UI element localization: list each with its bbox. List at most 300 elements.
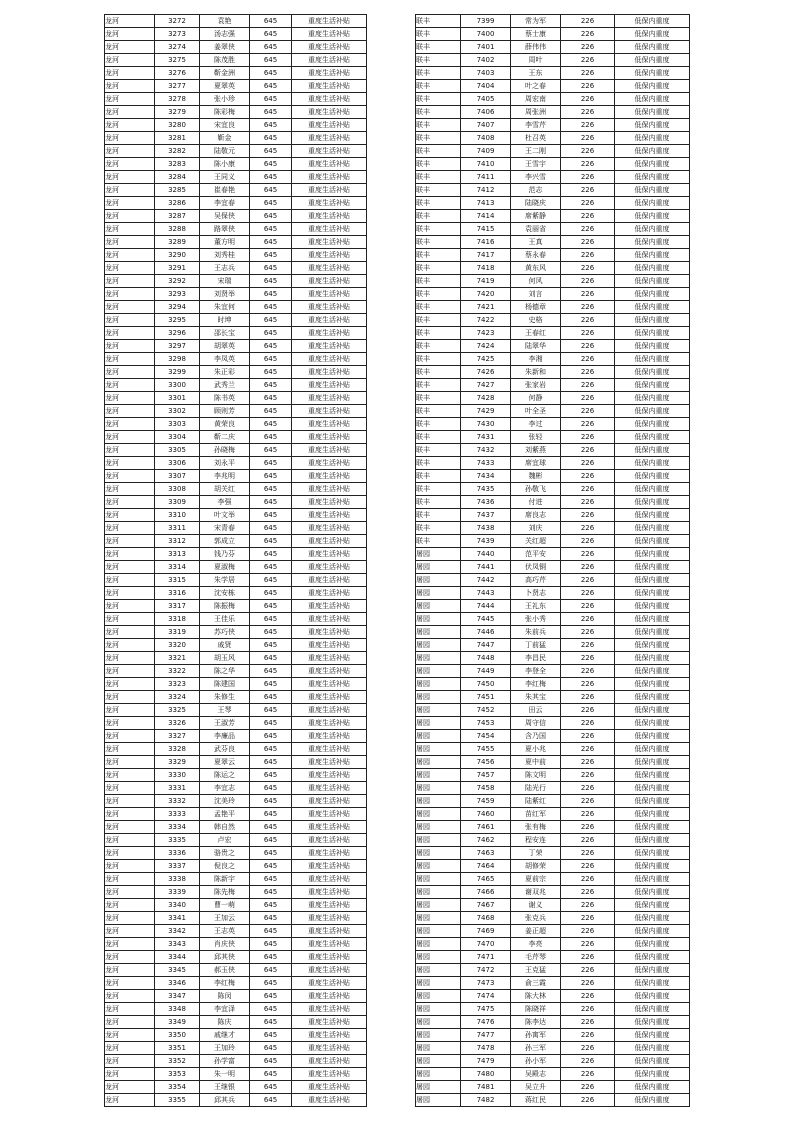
type-cell: 低保内重度	[615, 522, 690, 535]
name-cell: 朱修生	[200, 691, 250, 704]
number-cell: 3273	[155, 28, 200, 41]
amount-cell: 645	[250, 496, 292, 509]
type-cell: 低保内重度	[615, 28, 690, 41]
table-row	[416, 327, 690, 340]
table-row	[105, 93, 367, 106]
amount-cell: 645	[250, 210, 292, 223]
type-cell: 重度生活补贴	[292, 743, 367, 756]
area-cell: 联丰	[416, 444, 461, 457]
area-cell: 龙河	[105, 990, 155, 1003]
name-cell: 戚继才	[200, 1029, 250, 1042]
number-cell: 7441	[461, 561, 511, 574]
name-cell: 倪良之	[200, 860, 250, 873]
amount-cell: 226	[561, 314, 615, 327]
amount-cell: 645	[250, 509, 292, 522]
number-cell: 7399	[461, 15, 511, 28]
type-cell: 重度生活补贴	[292, 444, 367, 457]
name-cell: 何风	[511, 275, 561, 288]
number-cell: 3290	[155, 249, 200, 262]
name-cell: 薛伟伟	[511, 41, 561, 54]
table-row	[105, 652, 367, 665]
table-row	[105, 691, 367, 704]
area-cell: 龙河	[105, 574, 155, 587]
name-cell: 袁丽省	[511, 223, 561, 236]
number-cell: 7422	[461, 314, 511, 327]
area-cell: 联丰	[416, 210, 461, 223]
type-cell: 低保内重度	[615, 743, 690, 756]
area-cell: 龙河	[105, 886, 155, 899]
number-cell: 7442	[461, 574, 511, 587]
amount-cell: 645	[250, 1055, 292, 1068]
type-cell: 低保内重度	[615, 54, 690, 67]
amount-cell: 645	[250, 678, 292, 691]
amount-cell: 226	[561, 964, 615, 977]
table-row	[105, 574, 367, 587]
area-cell: 联丰	[416, 405, 461, 418]
area-cell: 联丰	[416, 353, 461, 366]
name-cell: 陆敬元	[200, 145, 250, 158]
area-cell: 联丰	[416, 314, 461, 327]
table-row	[105, 730, 367, 743]
area-cell: 龙河	[105, 366, 155, 379]
table-row	[416, 444, 690, 457]
amount-cell: 645	[250, 119, 292, 132]
name-cell: 陈振梅	[200, 600, 250, 613]
name-cell: 卜贤志	[511, 587, 561, 600]
number-cell: 3276	[155, 67, 200, 80]
table-row	[105, 639, 367, 652]
type-cell: 低保内重度	[615, 847, 690, 860]
area-cell: 屠园	[416, 717, 461, 730]
table-row	[416, 431, 690, 444]
amount-cell: 645	[250, 847, 292, 860]
table-row	[416, 847, 690, 860]
amount-cell: 226	[561, 1094, 615, 1107]
table-row	[105, 587, 367, 600]
table-row	[416, 574, 690, 587]
name-cell: 王琴	[200, 704, 250, 717]
type-cell: 重度生活补贴	[292, 704, 367, 717]
number-cell: 3279	[155, 106, 200, 119]
type-cell: 低保内重度	[615, 340, 690, 353]
type-cell: 低保内重度	[615, 236, 690, 249]
type-cell: 低保内重度	[615, 496, 690, 509]
area-cell: 龙河	[105, 288, 155, 301]
right-table	[415, 14, 690, 1107]
table-row	[105, 522, 367, 535]
name-cell: 朱新和	[511, 366, 561, 379]
table-row	[105, 275, 367, 288]
area-cell: 联丰	[416, 340, 461, 353]
table-row	[416, 600, 690, 613]
name-cell: 李登全	[511, 665, 561, 678]
type-cell: 重度生活补贴	[292, 717, 367, 730]
type-cell: 重度生活补贴	[292, 67, 367, 80]
table-row	[105, 249, 367, 262]
area-cell: 联丰	[416, 67, 461, 80]
area-cell: 龙河	[105, 1003, 155, 1016]
table-row	[416, 626, 690, 639]
amount-cell: 645	[250, 977, 292, 990]
table-row	[416, 548, 690, 561]
type-cell: 低保内重度	[615, 106, 690, 119]
area-cell: 龙河	[105, 535, 155, 548]
name-cell: 李凤英	[200, 353, 250, 366]
name-cell: 邵长宝	[200, 327, 250, 340]
amount-cell: 645	[250, 626, 292, 639]
number-cell: 7438	[461, 522, 511, 535]
area-cell: 联丰	[416, 158, 461, 171]
type-cell: 低保内重度	[615, 886, 690, 899]
number-cell: 3342	[155, 925, 200, 938]
area-cell: 屠园	[416, 912, 461, 925]
table-row	[105, 743, 367, 756]
amount-cell: 226	[561, 496, 615, 509]
area-cell: 龙河	[105, 301, 155, 314]
area-cell: 龙河	[105, 561, 155, 574]
area-cell: 屠园	[416, 782, 461, 795]
type-cell: 低保内重度	[615, 782, 690, 795]
type-cell: 低保内重度	[615, 314, 690, 327]
type-cell: 重度生活补贴	[292, 691, 367, 704]
table-row	[105, 1068, 367, 1081]
number-cell: 7428	[461, 392, 511, 405]
amount-cell: 645	[250, 756, 292, 769]
type-cell: 重度生活补贴	[292, 197, 367, 210]
number-cell: 7403	[461, 67, 511, 80]
name-cell: 刘言	[511, 288, 561, 301]
area-cell: 龙河	[105, 275, 155, 288]
amount-cell: 645	[250, 470, 292, 483]
number-cell: 7424	[461, 340, 511, 353]
type-cell: 低保内重度	[615, 249, 690, 262]
name-cell: 何静	[511, 392, 561, 405]
type-cell: 低保内重度	[615, 704, 690, 717]
number-cell: 7473	[461, 977, 511, 990]
type-cell: 重度生活补贴	[292, 28, 367, 41]
number-cell: 3280	[155, 119, 200, 132]
type-cell: 重度生活补贴	[292, 977, 367, 990]
table-row	[105, 444, 367, 457]
area-cell: 龙河	[105, 756, 155, 769]
area-cell: 龙河	[105, 730, 155, 743]
type-cell: 重度生活补贴	[292, 223, 367, 236]
amount-cell: 226	[561, 93, 615, 106]
area-cell: 龙河	[105, 873, 155, 886]
table-row	[416, 834, 690, 847]
table-row	[416, 730, 690, 743]
type-cell: 重度生活补贴	[292, 236, 367, 249]
name-cell: 高巧芹	[511, 574, 561, 587]
table-row	[416, 678, 690, 691]
number-cell: 3296	[155, 327, 200, 340]
name-cell: 李湘	[511, 353, 561, 366]
table-row	[416, 418, 690, 431]
name-cell: 朱学居	[200, 574, 250, 587]
table-row	[416, 1094, 690, 1107]
type-cell: 重度生活补贴	[292, 41, 367, 54]
table-row	[105, 756, 367, 769]
amount-cell: 645	[250, 717, 292, 730]
name-cell: 谢双兆	[511, 886, 561, 899]
name-cell: 程安连	[511, 834, 561, 847]
type-cell: 低保内重度	[615, 652, 690, 665]
table-row	[416, 184, 690, 197]
type-cell: 重度生活补贴	[292, 353, 367, 366]
amount-cell: 226	[561, 67, 615, 80]
table-row	[416, 717, 690, 730]
number-cell: 3284	[155, 171, 200, 184]
table-row	[105, 1029, 367, 1042]
name-cell: 孙寓军	[511, 1029, 561, 1042]
name-cell: 夏前宗	[511, 873, 561, 886]
number-cell: 3283	[155, 158, 200, 171]
table-row	[105, 1055, 367, 1068]
name-cell: 朱正彩	[200, 366, 250, 379]
name-cell: 胡玉风	[200, 652, 250, 665]
type-cell: 低保内重度	[615, 821, 690, 834]
type-cell: 重度生活补贴	[292, 418, 367, 431]
area-cell: 龙河	[105, 782, 155, 795]
number-cell: 7444	[461, 600, 511, 613]
name-cell: 陈李达	[511, 1016, 561, 1029]
amount-cell: 645	[250, 899, 292, 912]
amount-cell: 226	[561, 808, 615, 821]
name-cell: 李过	[511, 418, 561, 431]
area-cell: 龙河	[105, 41, 155, 54]
number-cell: 3345	[155, 964, 200, 977]
area-cell: 龙河	[105, 951, 155, 964]
area-cell: 龙河	[105, 821, 155, 834]
name-cell: 朱前兵	[511, 626, 561, 639]
type-cell: 重度生活补贴	[292, 405, 367, 418]
area-cell: 联丰	[416, 80, 461, 93]
name-cell: 夏翠英	[200, 80, 250, 93]
number-cell: 7430	[461, 418, 511, 431]
amount-cell: 226	[561, 197, 615, 210]
number-cell: 7418	[461, 262, 511, 275]
amount-cell: 645	[250, 535, 292, 548]
type-cell: 重度生活补贴	[292, 587, 367, 600]
type-cell: 重度生活补贴	[292, 366, 367, 379]
type-cell: 低保内重度	[615, 418, 690, 431]
name-cell: 王佳乐	[200, 613, 250, 626]
name-cell: 陈小康	[200, 158, 250, 171]
type-cell: 重度生活补贴	[292, 925, 367, 938]
amount-cell: 645	[250, 301, 292, 314]
table-row	[105, 119, 367, 132]
table-row	[416, 67, 690, 80]
name-cell: 靳金	[200, 132, 250, 145]
number-cell: 3299	[155, 366, 200, 379]
table-row	[416, 106, 690, 119]
area-cell: 联丰	[416, 301, 461, 314]
amount-cell: 226	[561, 626, 615, 639]
type-cell: 低保内重度	[615, 470, 690, 483]
amount-cell: 226	[561, 951, 615, 964]
type-cell: 重度生活补贴	[292, 548, 367, 561]
table-row	[105, 340, 367, 353]
amount-cell: 645	[250, 236, 292, 249]
number-cell: 3354	[155, 1081, 200, 1094]
area-cell: 龙河	[105, 158, 155, 171]
area-cell: 屠园	[416, 639, 461, 652]
number-cell: 3285	[155, 184, 200, 197]
type-cell: 低保内重度	[615, 912, 690, 925]
number-cell: 7436	[461, 496, 511, 509]
number-cell: 3338	[155, 873, 200, 886]
number-cell: 7426	[461, 366, 511, 379]
amount-cell: 645	[250, 561, 292, 574]
table-row	[416, 964, 690, 977]
type-cell: 低保内重度	[615, 769, 690, 782]
type-cell: 低保内重度	[615, 184, 690, 197]
amount-cell: 226	[561, 769, 615, 782]
table-row	[105, 353, 367, 366]
name-cell: 宋宜良	[200, 119, 250, 132]
name-cell: 王志兵	[200, 262, 250, 275]
number-cell: 3286	[155, 197, 200, 210]
number-cell: 7481	[461, 1081, 511, 1094]
type-cell: 重度生活补贴	[292, 522, 367, 535]
area-cell: 屠园	[416, 730, 461, 743]
name-cell: 郭成立	[200, 535, 250, 548]
table-row	[105, 782, 367, 795]
type-cell: 重度生活补贴	[292, 1003, 367, 1016]
type-cell: 低保内重度	[615, 158, 690, 171]
amount-cell: 645	[250, 652, 292, 665]
table-row	[416, 353, 690, 366]
amount-cell: 645	[250, 600, 292, 613]
amount-cell: 645	[250, 80, 292, 93]
name-cell: 陈建国	[200, 678, 250, 691]
name-cell: 王淑芳	[200, 717, 250, 730]
table-row	[105, 808, 367, 821]
number-cell: 7425	[461, 353, 511, 366]
table-row	[416, 405, 690, 418]
name-cell: 姜翠侠	[200, 41, 250, 54]
area-cell: 龙河	[105, 665, 155, 678]
amount-cell: 226	[561, 652, 615, 665]
amount-cell: 645	[250, 938, 292, 951]
type-cell: 重度生活补贴	[292, 275, 367, 288]
area-cell: 龙河	[105, 938, 155, 951]
area-cell: 联丰	[416, 132, 461, 145]
amount-cell: 226	[561, 288, 615, 301]
amount-cell: 226	[561, 262, 615, 275]
type-cell: 重度生活补贴	[292, 1094, 367, 1107]
area-cell: 龙河	[105, 418, 155, 431]
table-row	[105, 821, 367, 834]
area-cell: 屠园	[416, 873, 461, 886]
name-cell: 刘庆	[511, 522, 561, 535]
amount-cell: 645	[250, 444, 292, 457]
amount-cell: 645	[250, 1029, 292, 1042]
number-cell: 3315	[155, 574, 200, 587]
area-cell: 龙河	[105, 457, 155, 470]
type-cell: 重度生活补贴	[292, 15, 367, 28]
number-cell: 3347	[155, 990, 200, 1003]
amount-cell: 226	[561, 847, 615, 860]
amount-cell: 226	[561, 574, 615, 587]
name-cell: 田云	[511, 704, 561, 717]
name-cell: 杜召英	[511, 132, 561, 145]
number-cell: 3326	[155, 717, 200, 730]
number-cell: 7452	[461, 704, 511, 717]
number-cell: 7423	[461, 327, 511, 340]
table-row	[416, 210, 690, 223]
amount-cell: 226	[561, 457, 615, 470]
area-cell: 联丰	[416, 93, 461, 106]
type-cell: 低保内重度	[615, 15, 690, 28]
area-cell: 龙河	[105, 80, 155, 93]
area-cell: 龙河	[105, 626, 155, 639]
table-row	[105, 1094, 367, 1107]
table-row	[105, 860, 367, 873]
area-cell: 龙河	[105, 184, 155, 197]
table-row	[416, 80, 690, 93]
type-cell: 重度生活补贴	[292, 392, 367, 405]
left-table	[104, 14, 367, 1107]
area-cell: 屠园	[416, 1055, 461, 1068]
table-row	[105, 626, 367, 639]
amount-cell: 645	[250, 249, 292, 262]
number-cell: 3314	[155, 561, 200, 574]
number-cell: 7437	[461, 509, 511, 522]
name-cell: 陈闵	[200, 990, 250, 1003]
area-cell: 龙河	[105, 1042, 155, 1055]
table-row	[416, 938, 690, 951]
table-row	[105, 795, 367, 808]
amount-cell: 645	[250, 1081, 292, 1094]
table-row	[416, 171, 690, 184]
amount-cell: 645	[250, 41, 292, 54]
amount-cell: 226	[561, 15, 615, 28]
type-cell: 重度生活补贴	[292, 769, 367, 782]
number-cell: 7408	[461, 132, 511, 145]
amount-cell: 645	[250, 106, 292, 119]
area-cell: 龙河	[105, 977, 155, 990]
area-cell: 龙河	[105, 860, 155, 873]
name-cell: 胡翠英	[200, 340, 250, 353]
table-row	[416, 93, 690, 106]
type-cell: 重度生活补贴	[292, 678, 367, 691]
type-cell: 低保内重度	[615, 626, 690, 639]
name-cell: 宋青春	[200, 522, 250, 535]
table-row	[105, 704, 367, 717]
number-cell: 3323	[155, 678, 200, 691]
name-cell: 吴保侠	[200, 210, 250, 223]
area-cell: 联丰	[416, 28, 461, 41]
name-cell: 黄东风	[511, 262, 561, 275]
name-cell: 王继银	[200, 1081, 250, 1094]
name-cell: 夏中前	[511, 756, 561, 769]
area-cell: 联丰	[416, 54, 461, 67]
area-cell: 联丰	[416, 106, 461, 119]
name-cell: 王加云	[200, 912, 250, 925]
name-cell: 陈运之	[200, 769, 250, 782]
type-cell: 重度生活补贴	[292, 483, 367, 496]
name-cell: 李兆明	[200, 470, 250, 483]
type-cell: 低保内重度	[615, 1081, 690, 1094]
number-cell: 7421	[461, 301, 511, 314]
name-cell: 戚贤	[200, 639, 250, 652]
amount-cell: 226	[561, 275, 615, 288]
amount-cell: 226	[561, 301, 615, 314]
area-cell: 龙河	[105, 522, 155, 535]
name-cell: 顾则芳	[200, 405, 250, 418]
amount-cell: 226	[561, 184, 615, 197]
